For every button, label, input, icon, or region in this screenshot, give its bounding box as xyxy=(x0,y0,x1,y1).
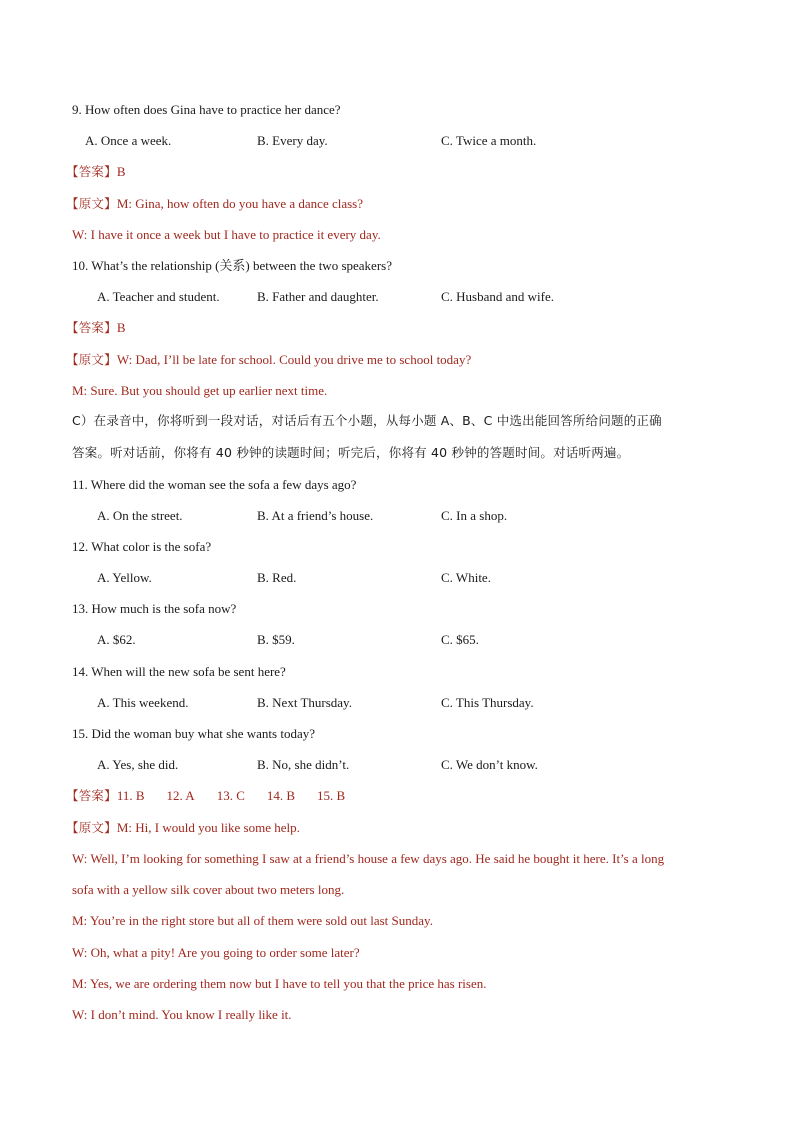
transcript-line: W: Well, I’m looking for something I saw at a friend’s house a few days ago. He said he bought it here. It’s a long xyxy=(72,851,665,866)
q13-option-a: A. $62. xyxy=(97,632,136,647)
question-14: 14. When will the new sofa be sent here? xyxy=(72,664,286,679)
q14-option-c: C. This Thursday. xyxy=(441,695,534,710)
q9-option-b: B. Every day. xyxy=(257,133,328,148)
q15-option-a: A. Yes, she did. xyxy=(97,757,179,772)
q10-option-b: B. Father and daughter. xyxy=(257,289,379,304)
q10-option-a: A. Teacher and student. xyxy=(97,289,220,304)
question-12: 12. What color is the sofa? xyxy=(72,539,212,554)
question-15: 15. Did the woman buy what she wants today? xyxy=(72,726,315,741)
q14-option-b: B. Next Thursday. xyxy=(257,695,352,710)
q11-option-c: C. In a shop. xyxy=(441,508,508,523)
transcript-line: M: Sure. But you should get up earlier next time. xyxy=(72,383,328,398)
answer-tag: 【答案】 xyxy=(66,788,117,803)
q12-option-b: B. Red. xyxy=(257,570,297,585)
q9-source xyxy=(66,196,363,212)
q12-option-a: A. Yellow. xyxy=(97,570,152,585)
section-c-instructions-line-1: C）在录音中，你将听到一段对话，对话后有五个小题，从每小题 A、B、C 中选出能回答所给问题的正确 xyxy=(72,413,662,428)
source-tag: 【原文】 xyxy=(66,820,117,835)
answers-11-15 xyxy=(66,788,367,804)
transcript-line: W: I have it once a week but I have to practice it every day. xyxy=(72,227,381,242)
answer-tag: 【答案】 xyxy=(66,320,117,335)
q15-option-c: C. We don’t know. xyxy=(441,757,538,772)
transcript-line: M: Gina, how often do you have a dance class? xyxy=(116,196,364,211)
answer-item: 15. B xyxy=(317,788,346,803)
answer-item: 14. B xyxy=(266,788,296,803)
answer-tag: 【答案】 xyxy=(66,164,117,179)
q12-option-c: C. White. xyxy=(441,570,491,585)
answer-value: B xyxy=(116,320,126,335)
question-13: 13. How much is the sofa now? xyxy=(72,601,237,616)
q10-source xyxy=(66,352,471,368)
q13-option-c: C. $65. xyxy=(441,632,479,647)
transcript-line: M: Yes, we are ordering them now but I have to tell you that the price has risen. xyxy=(72,976,487,991)
q11-option-b: B. At a friend’s house. xyxy=(257,508,374,523)
question-9: 9. How often does Gina have to practice her dance? xyxy=(72,102,341,117)
transcript-line: M: You’re in the right store but all of them were sold out last Sunday. xyxy=(72,913,433,928)
transcript-line: W: Oh, what a pity! Are you going to order some later? xyxy=(72,945,360,960)
transcript-line: W: I don’t mind. You know I really like it. xyxy=(72,1007,292,1022)
q15-option-b: B. No, she didn’t. xyxy=(257,757,350,772)
q10-answer xyxy=(66,320,125,336)
question-10: 10. What’s the relationship (关系) between the two speakers? xyxy=(72,258,392,273)
q13-option-b: B. $59. xyxy=(257,632,295,647)
answer-item: 12. A xyxy=(166,788,195,803)
q9-option-c: C. Twice a month. xyxy=(441,133,537,148)
answer-item: 11. B xyxy=(116,788,145,803)
q11-option-a: A. On the street. xyxy=(97,508,183,523)
q10-option-c: C. Husband and wife. xyxy=(441,289,555,304)
q14-option-a: A. This weekend. xyxy=(97,695,189,710)
section-c-instructions-line-2: 答案。听对话前，你将有 40 秒钟的读题时间；听完后，你将有 40 秒钟的答题时间。对话听两遍。 xyxy=(72,445,630,460)
source-tag: 【原文】 xyxy=(66,352,117,367)
question-11: 11. Where did the woman see the sofa a few days ago? xyxy=(72,477,357,492)
transcript-11-15-start xyxy=(66,820,300,836)
source-tag: 【原文】 xyxy=(66,196,117,211)
q9-option-a: A. Once a week. xyxy=(85,133,172,148)
answer-item: 13. C xyxy=(216,788,245,803)
transcript-line: sofa with a yellow silk cover about two meters long. xyxy=(72,882,345,897)
transcript-line: W: Dad, I’ll be late for school. Could you drive me to school today? xyxy=(116,352,472,367)
q9-answer xyxy=(66,164,125,180)
transcript-line: M: Hi, I would you like some help. xyxy=(116,820,300,835)
answer-value: B xyxy=(116,164,126,179)
